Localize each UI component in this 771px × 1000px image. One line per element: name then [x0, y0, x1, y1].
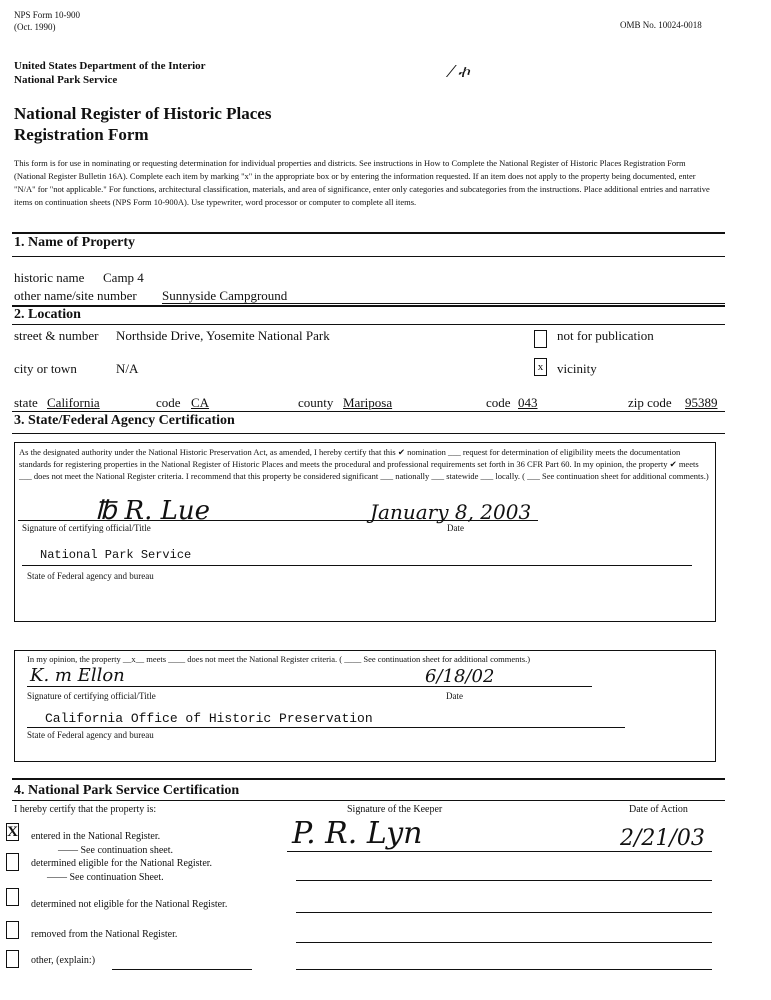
not-eligible-label: determined not eligible for the National Register.: [31, 899, 228, 910]
city-label: city or town: [14, 361, 77, 376]
form-number: NPS Form 10-900: [14, 10, 81, 20]
county-code-label: code: [486, 395, 511, 410]
other-checkbox[interactable]: [6, 950, 19, 968]
opinion-text: In my opinion, the property __x__ meets ____ does not meet the National Register criteria. ( ____ See continuation sheet for additional comments.): [27, 654, 531, 664]
keeper-line: [296, 969, 712, 970]
street-label: street & number: [14, 328, 99, 343]
agency-line: [22, 565, 692, 566]
divider: [12, 305, 725, 307]
signature-line: [27, 686, 592, 687]
continuation-text: See continuation sheet.: [80, 845, 173, 856]
eligible-label: determined eligible for the National Register.: [31, 858, 213, 869]
signature-label: Signature of certifying official/Title: [22, 523, 151, 533]
form-title: National Register of Historic Places: [14, 104, 272, 123]
divider: [12, 324, 725, 325]
corner-initials-mark: ⁄ ኯ: [450, 62, 470, 81]
state-value[interactable]: California: [47, 395, 100, 410]
historic-name-value[interactable]: Camp 4: [103, 270, 144, 285]
county-value[interactable]: Mariposa: [343, 395, 393, 410]
agency-label: State of Federal agency and bureau: [27, 730, 154, 740]
continuation-text: See continuation Sheet.: [69, 872, 164, 883]
state-code-value[interactable]: CA: [191, 395, 210, 410]
keeper-line: [296, 880, 712, 881]
keeper-line: [296, 942, 712, 943]
other-name-value[interactable]: Sunnyside Campground: [162, 288, 288, 303]
divider: [12, 778, 725, 780]
removed-checkbox[interactable]: [6, 921, 19, 939]
city-value[interactable]: N/A: [116, 361, 139, 376]
section-2-heading: 2. Location: [14, 307, 81, 322]
zip-label: zip code: [628, 395, 672, 410]
keeper-label: Signature of the Keeper: [347, 804, 443, 815]
not-for-publication-label: not for publication: [557, 328, 654, 343]
state-date-handwritten: 6/18/02: [425, 666, 495, 687]
removed-label: removed from the National Register.: [31, 929, 178, 940]
divider: [12, 232, 725, 234]
action-date-handwritten: 2/21/03: [620, 826, 705, 851]
certification-text: As the designated authority under the National Historic Preservation Act, as amended, I hereby certify that this ✔ nomination ___ request for determination of eligibility meets the documentation standards for registering properties in the National Register of Historic Places and meets the procedural and professional requirements set forth in 36 CFR Part 60. In my opinion, the property ✔ meets ___ does not meet the National Register criteria. I recommend that this property be considered significant ___ nationally ___ statewide ___ locally. ( ___ See continuation sheet for additional comments.): [19, 447, 709, 481]
street-value[interactable]: Northside Drive, Yosemite National Park: [116, 328, 330, 343]
section-1-heading: 1. Name of Property: [14, 235, 136, 250]
service: National Park Service: [14, 74, 118, 86]
other-name-underline: [162, 303, 725, 304]
explain-line: [112, 969, 252, 970]
keeper-signature: P. R. Lyn: [292, 816, 423, 851]
form-date: (Oct. 1990): [14, 22, 56, 32]
vicinity-checkbox[interactable]: x: [534, 358, 547, 376]
agency-label: State of Federal agency and bureau: [27, 571, 154, 581]
department: United States Department of the Interior: [14, 60, 206, 72]
nps-intro: I hereby certify that the property is:: [14, 804, 157, 815]
eligible-continuation: —— See continuation Sheet.: [47, 872, 164, 883]
other-label: other, (explain:): [31, 955, 96, 966]
section-3-heading: 3. State/Federal Agency Certification: [14, 413, 235, 428]
keeper-line: [287, 851, 712, 852]
signature-label: Signature of certifying official/Title: [27, 691, 156, 701]
agency-value[interactable]: National Park Service: [40, 548, 192, 562]
not-eligible-checkbox[interactable]: [6, 888, 19, 906]
zip-value[interactable]: 95389: [685, 395, 718, 410]
omb-number: OMB No. 10024-0018: [620, 20, 702, 30]
date-label: Date: [446, 691, 463, 701]
certification-date-handwritten: January 8, 2003: [370, 500, 532, 524]
vicinity-label: vicinity: [557, 361, 597, 376]
agency-line: [27, 727, 625, 728]
divider: [12, 256, 725, 257]
entered-continuation: —— See continuation sheet.: [58, 845, 173, 856]
signature-line: [18, 520, 538, 521]
divider: [12, 433, 725, 434]
entered-checkbox[interactable]: X: [7, 824, 18, 840]
historic-name-label: historic name: [14, 270, 85, 285]
form-subtitle: Registration Form: [14, 125, 149, 144]
agency2-value[interactable]: California Office of Historic Preservation: [45, 711, 373, 726]
county-label: county: [298, 395, 334, 410]
section-4-heading: 4. National Park Service Certification: [14, 783, 240, 798]
entered-label: entered in the National Register.: [31, 831, 161, 842]
divider: [12, 800, 725, 801]
state-label: state: [14, 395, 38, 410]
keeper-line: [296, 912, 712, 913]
date-label: Date: [447, 523, 464, 533]
state-official-signature: K. m Ellon: [30, 665, 125, 686]
certifying-official-signature: ℔ R. Lue: [95, 496, 211, 526]
intro-instructions: This form is for use in nominating or requesting determination for individual properties and districts. See instructions in How to Complete the National Register of Historic Places Registration Form (National Register Bulletin 16A). Complete each item by marking "x" in the appropriate box or by entering the information requested. If an item does not apply to the property being documented, enter "N/A" for "not applicable." For functions, architectural classification, materials, and area of significance, enter only categories and subcategories from the instructions. Place additional entries and narrative items on continuation sheets (NPS Form 10-900A). Use typewriter, word processor or computer to complete all items.: [14, 158, 710, 207]
divider: [12, 411, 725, 412]
other-name-label: other name/site number: [14, 288, 137, 303]
eligible-checkbox[interactable]: [6, 853, 19, 871]
date-of-action-label: Date of Action: [629, 804, 688, 815]
not-for-publication-checkbox[interactable]: [534, 330, 547, 348]
state-code-label: code: [156, 395, 181, 410]
county-code-value[interactable]: 043: [518, 395, 538, 410]
